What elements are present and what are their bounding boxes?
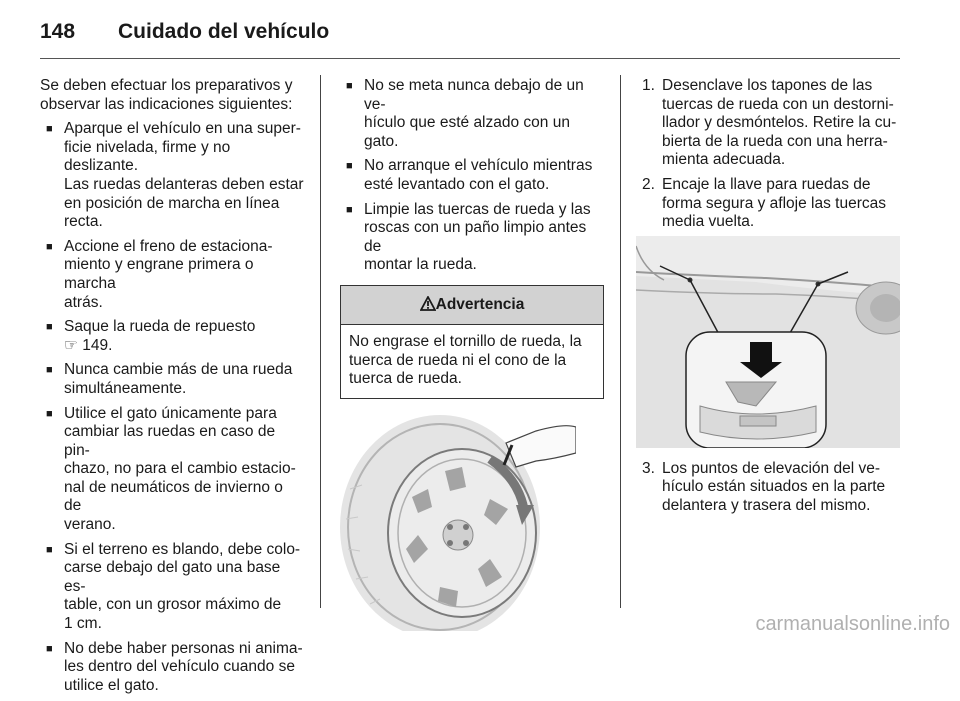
- list-item: ■ Utilice el gato únicamente para cambiar las ruedas en caso de pin- chazo, no para el cambio estacio- nal de neumáticos de invierno o de verano.: [40, 405, 304, 535]
- jacking-points-illustration: [636, 236, 900, 448]
- list-item: 1. Desenclave los tapones de las tuercas de rueda con un destorni- llador y desmóntelos. Retire la cu- bierta de la rueda con una herra- mienta adecuada.: [642, 77, 897, 169]
- list-item: ■ No arranque el vehículo mientras esté levantado con el gato.: [340, 157, 604, 194]
- precautions-list-continued: [340, 77, 604, 275]
- column-middle: [340, 77, 604, 631]
- column-left: [40, 77, 304, 701]
- list-item: ■ Accione el freno de estaciona- miento y engrane primera o marcha atrás.: [40, 238, 304, 312]
- list-item: 2. Encaje la llave para ruedas de forma segura y afloje las tuercas media vuelta.: [642, 175, 886, 231]
- header-rule: [40, 58, 900, 59]
- watermark: carmanualsonline.info: [755, 613, 950, 635]
- list-item: 3. Los puntos de elevación del ve- hículo están situados en la parte delantera y trasera del mismo.: [642, 459, 886, 514]
- list-item: ■ No debe haber personas ni anima- les dentro del vehículo cuando se utilice el gato.: [40, 640, 304, 696]
- warning-triangle-icon: [420, 296, 436, 311]
- warning-box: [340, 285, 604, 399]
- list-item: ■ Si el terreno es blando, debe colo- carse debajo del gato una base es- table, con un grosor máximo de 1 cm.: [40, 541, 304, 634]
- wheel-cover-removal-illustration: [340, 409, 576, 631]
- list-item: ■ Saque la rueda de repuesto ☞ 149.: [40, 318, 304, 355]
- page-reference-link[interactable]: ☞ 149.: [64, 336, 113, 354]
- list-item: ■ No se meta nunca debajo de un ve- hículo que esté alzado con un gato.: [340, 77, 604, 151]
- warning-text: No engrase el tornillo de rueda, la tuerca de rueda ni el cono de la tuerca de rueda.: [349, 332, 582, 388]
- procedure-steps: [636, 77, 902, 232]
- column-right: [636, 77, 902, 522]
- page-title: Cuidado del vehículo: [118, 20, 330, 43]
- list-item: ■ Nunca cambie más de una rueda simultáneamente.: [40, 361, 304, 398]
- page-header: [40, 14, 900, 58]
- page-number: 148: [40, 20, 76, 43]
- procedure-steps-continued: [636, 460, 902, 516]
- warning-heading: Advertencia: [435, 295, 525, 313]
- precautions-list: [40, 120, 304, 695]
- warning-header: [341, 286, 603, 325]
- column-divider: [620, 75, 621, 608]
- list-item: ■ Aparque el vehículo en una super- ficie nivelada, firme y no deslizante. Las ruedas delanteras deben estar en posición de marcha en línea recta.: [40, 120, 304, 232]
- column-divider: [320, 75, 321, 608]
- list-item: ■ Limpie las tuercas de rueda y las roscas con un paño limpio antes de montar la rueda.: [340, 201, 604, 275]
- intro-text: Se deben efectuar los preparativos y observar las indicaciones siguientes:: [40, 77, 293, 113]
